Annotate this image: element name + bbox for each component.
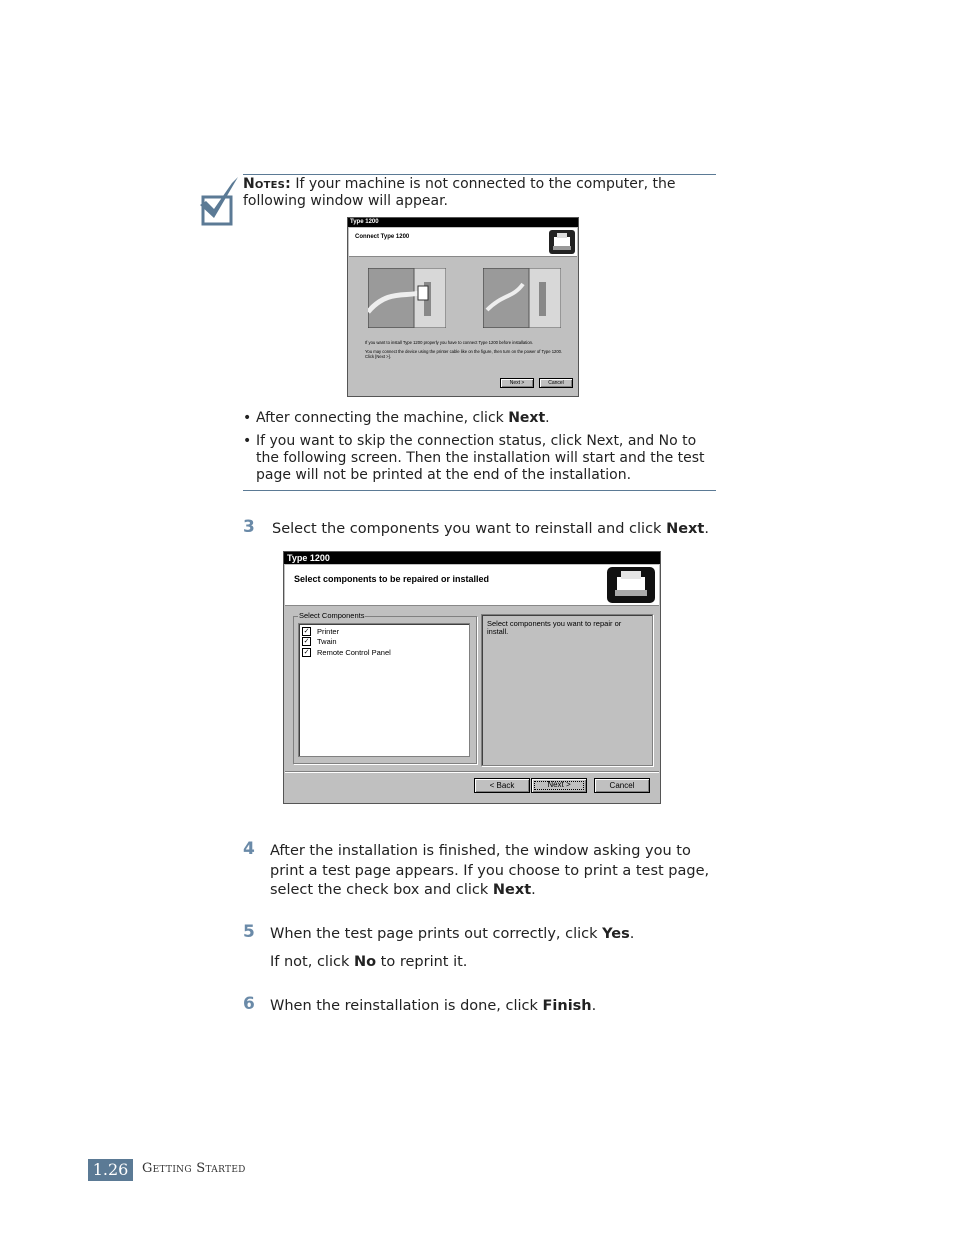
back-button[interactable]: < Back <box>474 778 530 793</box>
components-dialog-title: Type 1200 <box>287 553 330 563</box>
components-dialog-header <box>285 565 659 606</box>
bullet-dot: • <box>243 410 252 426</box>
step-5-extra: If not, click No to reprint it. <box>270 954 468 970</box>
cancel-button[interactable]: Cancel <box>594 778 650 793</box>
component-checkbox[interactable]: ✓ <box>303 627 310 635</box>
component-label: Twain <box>317 637 337 647</box>
connect-dialog-header <box>349 228 577 257</box>
connect-text-2: You may connect the device using the printer cable like on the figure, then turn on the power of Type 1200. <box>365 349 563 354</box>
components-dialog-heading: Select components to be repaired or installed <box>294 574 490 584</box>
step-number-6: 6 <box>243 994 255 1014</box>
printer-icon <box>549 230 575 254</box>
cable-connection-illustration-left <box>368 268 446 328</box>
step-number-5: 5 <box>243 922 255 942</box>
connect-dialog-heading: Connect Type 1200 <box>355 234 410 240</box>
notes-label: Notes: <box>243 176 291 192</box>
next-button[interactable]: Next > <box>531 778 587 793</box>
cable-connection-illustration-right <box>483 268 561 328</box>
component-item[interactable] <box>302 626 469 637</box>
step-text-5: When the test page prints out correctly, click Yes. <box>270 926 635 942</box>
component-label: Remote Control Panel <box>317 647 391 657</box>
select-components-group <box>293 611 477 764</box>
notes-bottom-rule <box>243 490 716 491</box>
bullet-next: • After connecting the machine, click Next. <box>243 410 550 426</box>
connect-instructions <box>365 340 570 359</box>
notes-text: If your machine is not connected to the computer, the following window will appear. <box>243 176 676 209</box>
connect-cancel-button[interactable]: Cancel <box>539 378 573 388</box>
component-checkbox[interactable]: ✓ <box>303 648 310 656</box>
printer-icon <box>607 567 655 603</box>
select-components-label: Select Components <box>299 611 365 620</box>
connect-text-3: Click [Next >]. <box>365 354 391 359</box>
connect-dialog-titlebar <box>348 218 578 227</box>
bullet-dot: • <box>243 433 252 449</box>
notes-paragraph <box>243 176 713 210</box>
description-panel <box>481 614 653 766</box>
connect-dialog-title: Type 1200 <box>350 219 379 225</box>
components-dialog <box>283 551 661 804</box>
notes-top-rule <box>243 174 716 175</box>
dialog-separator <box>285 771 659 773</box>
section-title: Getting Started <box>142 1161 246 1176</box>
connect-next-button[interactable]: Next > <box>500 378 534 388</box>
step-number-4: 4 <box>243 839 255 859</box>
connect-dialog <box>347 217 579 397</box>
description-text: Select components you want to repair or install. <box>487 619 622 636</box>
bullet-skip: • If you want to skip the connection status, click Next, and No to the following screen. Then the installation will start and the test page will not be printed at the end of the installation. <box>243 433 705 483</box>
component-label: Printer <box>317 626 340 636</box>
component-item[interactable] <box>302 647 469 658</box>
components-list[interactable] <box>298 623 470 757</box>
checkmark-icon <box>198 175 242 227</box>
component-item[interactable] <box>302 637 469 648</box>
page-number: 1.26 <box>88 1159 133 1181</box>
step-text-3: Select the components you want to reinstall and click Next. <box>272 521 709 537</box>
step-number-3: 3 <box>243 517 255 537</box>
component-checkbox[interactable]: ✓ <box>303 638 310 646</box>
step-text-4: After the installation is finished, the window asking you to print a test page appears. If you choose to print a test page, select the check box and click Next. <box>270 843 710 898</box>
step-text-6: When the reinstallation is done, click Finish. <box>270 998 597 1014</box>
components-dialog-titlebar <box>284 552 660 564</box>
connect-text-1: If you want to install Type 1200 properly you have to connect Type 1200 before installation. <box>365 340 534 345</box>
